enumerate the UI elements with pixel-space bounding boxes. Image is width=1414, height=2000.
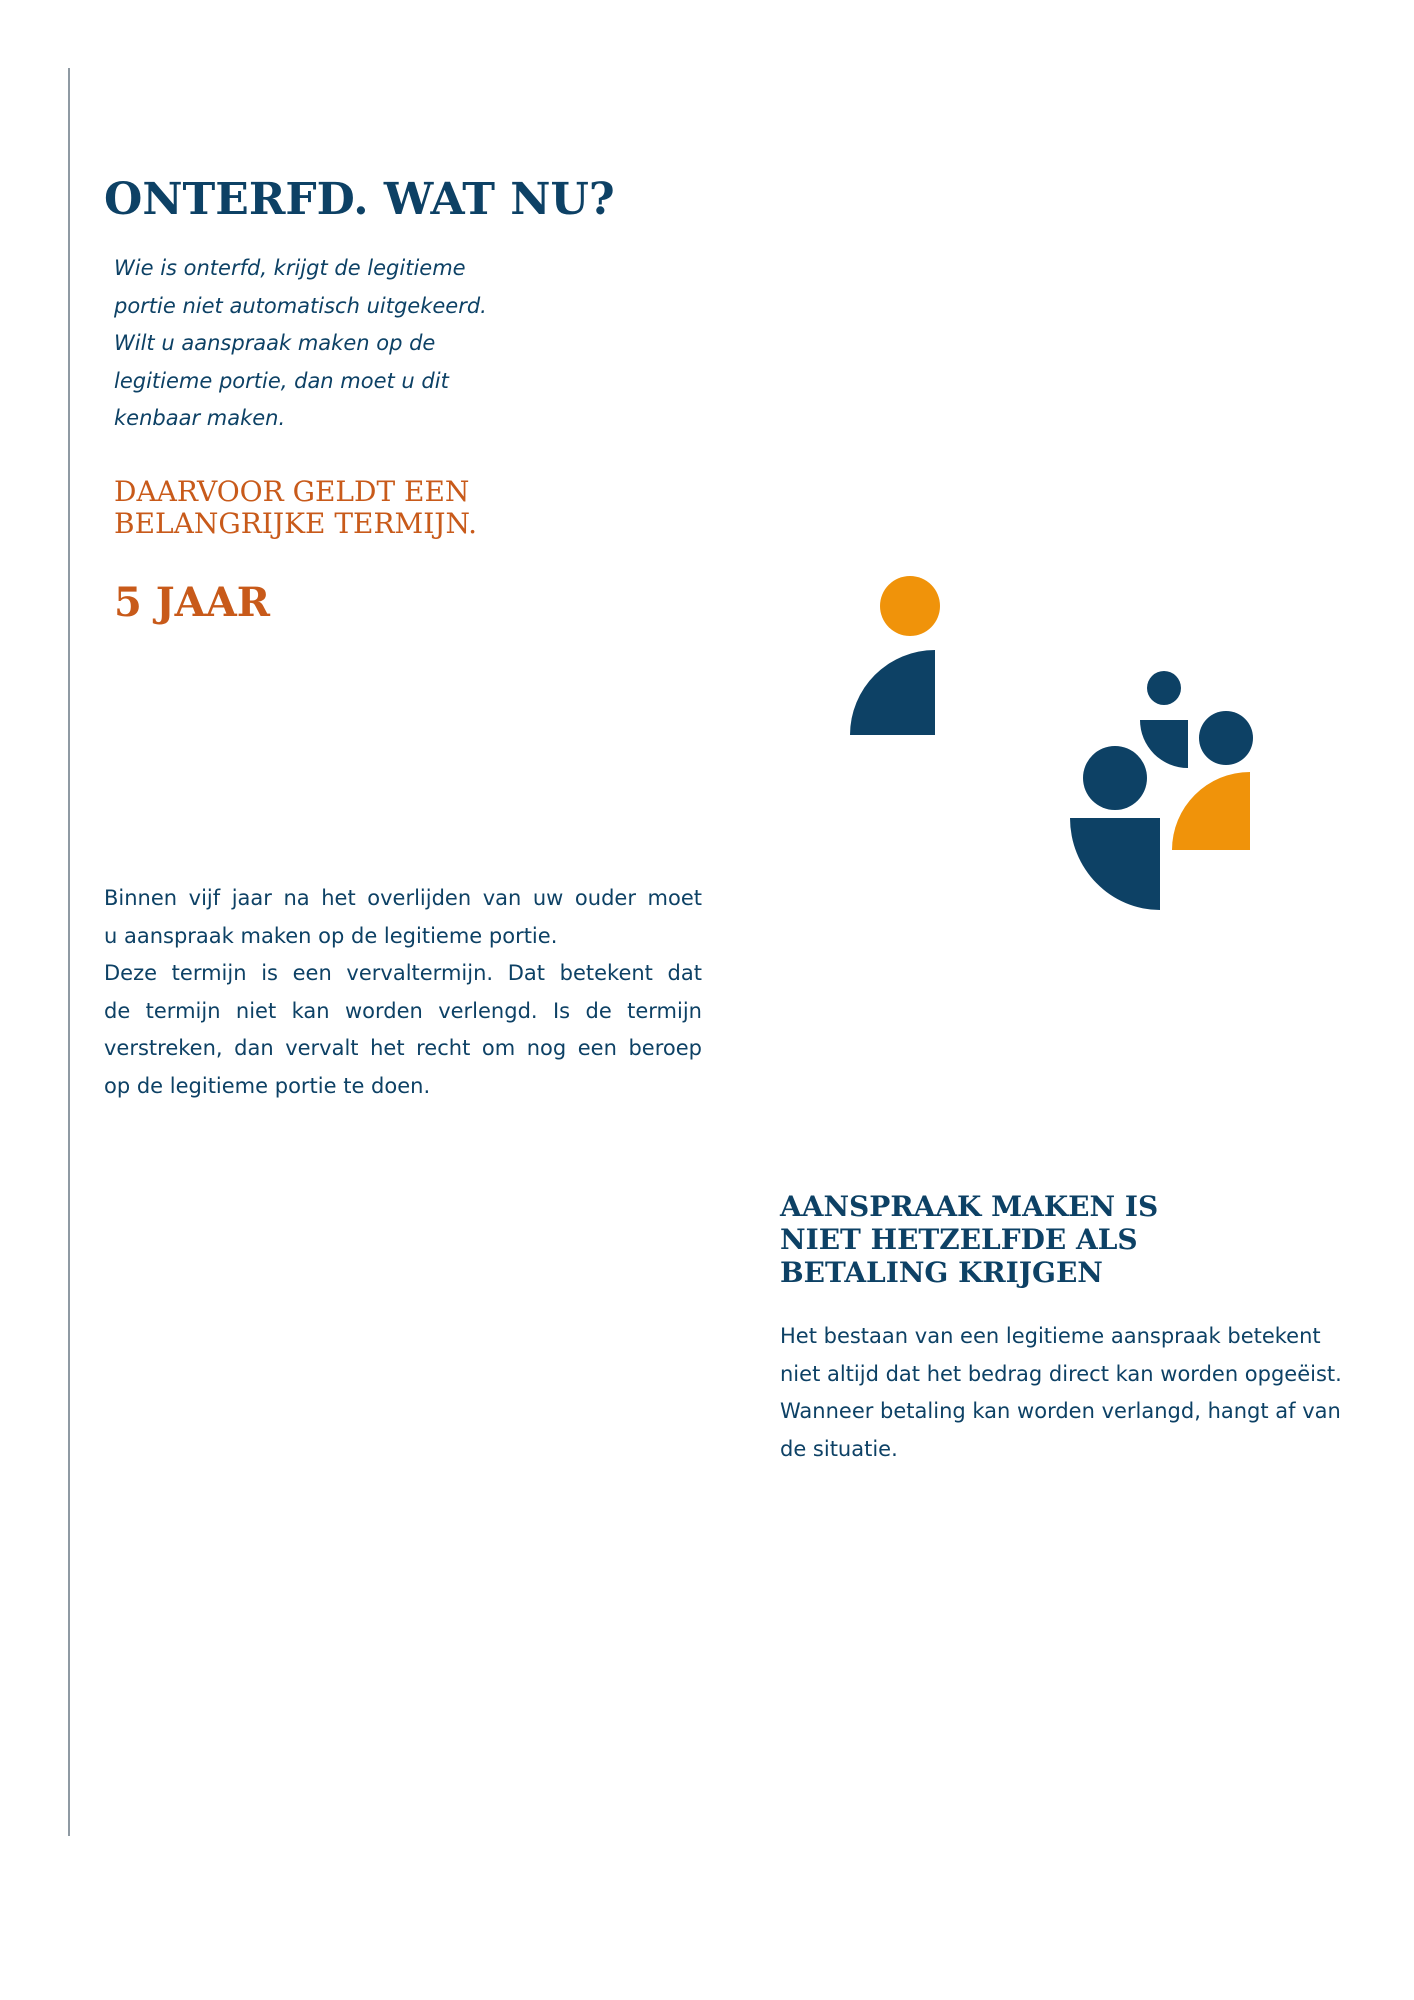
- intro-line: Wilt u aanspraak maken op de: [114, 331, 436, 355]
- group-head-left: [1083, 746, 1147, 810]
- term-value: 5 JAAR: [114, 579, 270, 626]
- section-text-line: niet altijd dat het bedrag direct kan worden opgeëist.: [780, 1361, 1342, 1386]
- intro-text: [114, 250, 514, 438]
- section-heading: [780, 1190, 1158, 1289]
- intro-line: legitieme portie, dan moet u dit: [114, 368, 449, 393]
- term-heading-line: DAARVOOR GELDT EEN: [114, 475, 470, 508]
- intro-line: kenbaar maken.: [114, 406, 286, 430]
- group-body-orange: [1172, 772, 1250, 850]
- body-line: Deze termijn is een vervaltermijn. Dat betekent dat: [104, 961, 702, 985]
- margin-rule: [68, 68, 70, 1836]
- body-line: op de legitieme portie te doen.: [104, 1073, 431, 1098]
- intro-line: portie niet automatisch uitgekeerd.: [114, 293, 487, 318]
- people-figures-icon: [850, 570, 1270, 930]
- group-body-navy: [1070, 818, 1160, 910]
- body-line: verstreken, dan vervalt het recht om nog een beroep: [104, 1036, 702, 1060]
- figure-body-navy: [850, 650, 935, 735]
- group-head-right: [1199, 711, 1253, 765]
- group-body-small: [1140, 720, 1188, 768]
- group-head-small: [1147, 671, 1181, 705]
- section-text-line: Het bestaan van een legitieme aanspraak betekent: [780, 1324, 1321, 1348]
- intro-line: Wie is onterfd, krijgt de legitieme: [114, 256, 466, 280]
- figure-head-orange: [880, 576, 940, 636]
- page-title: ONTERFD. WAT NU?: [104, 174, 615, 225]
- body-line: Binnen vijf jaar na het overlijden van uw ouder moet: [104, 886, 702, 910]
- section-text: [780, 1318, 1380, 1468]
- section-heading-line: AANSPRAAK MAKEN IS: [780, 1190, 1159, 1223]
- section-heading-line: BETALING KRIJGEN: [780, 1256, 1103, 1289]
- section-text-line: de situatie.: [780, 1436, 898, 1461]
- section-text-line: Wanneer betaling kan worden verlangd, hangt af van: [780, 1399, 1341, 1423]
- body-line: de termijn niet kan worden verlengd. Is de termijn: [104, 998, 702, 1023]
- term-heading: [114, 476, 477, 540]
- term-heading-line: BELANGRIJKE TERMIJN.: [114, 507, 478, 540]
- body-line: u aanspraak maken op de legitieme portie.: [104, 923, 558, 948]
- body-text: [104, 880, 702, 1105]
- section-heading-line: NIET HETZELFDE ALS: [780, 1223, 1138, 1256]
